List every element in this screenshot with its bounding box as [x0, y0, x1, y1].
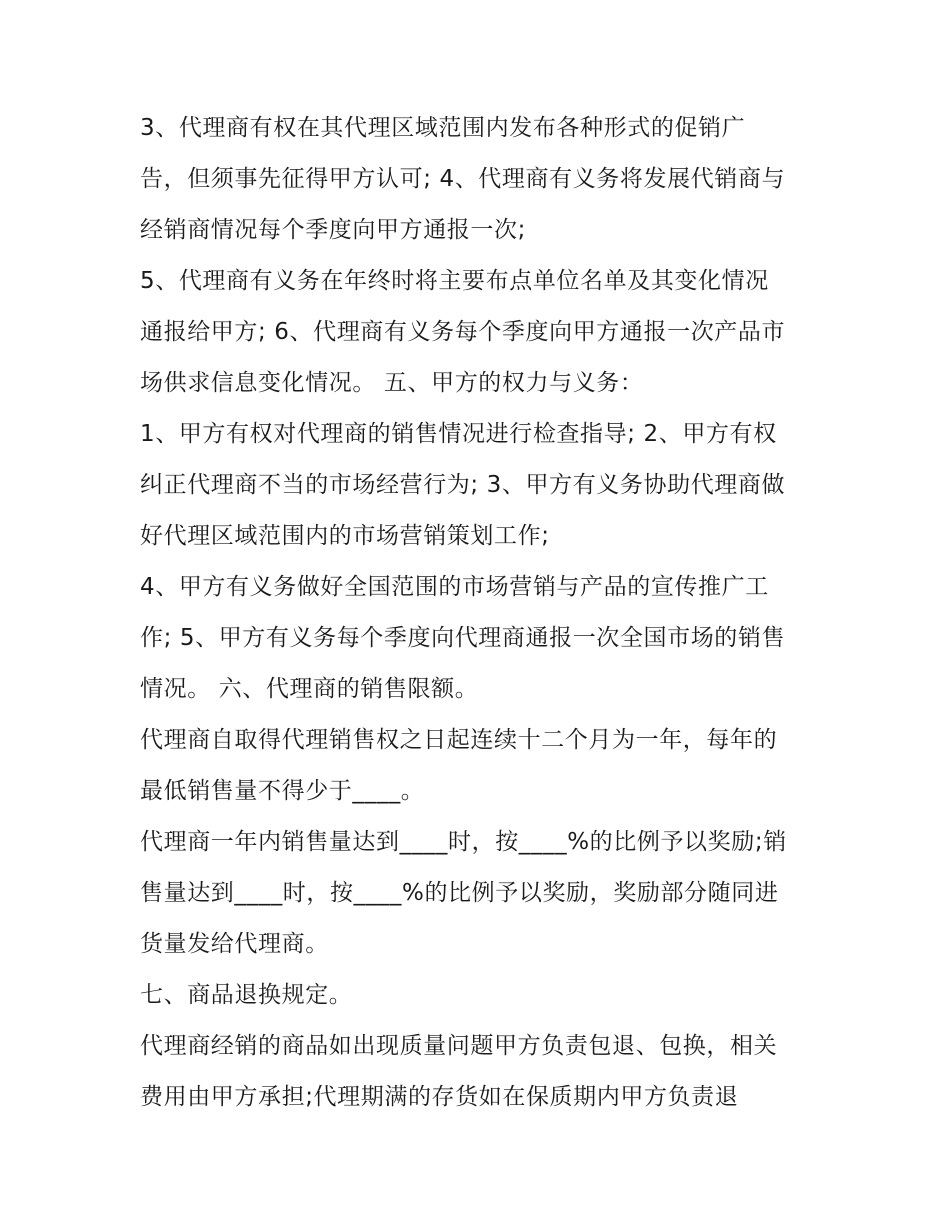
text-line-7: 1、甲方有权对代理商的销售情况进行检查指导; 2、甲方有权 [140, 421, 777, 447]
text-line-17: 货量发给代理商。 [140, 931, 329, 957]
text-line-8: 纠正代理商不当的市场经营行为; 3、甲方有义务协助代理商做 [140, 472, 786, 498]
text-line-16: 售量达到____时，按____%的比例予以奖励，奖励部分随同进 [140, 880, 779, 906]
text-line-6: 场供求信息变化情况。 五、甲方的权力与义务： [140, 370, 644, 396]
text-line-10: 4、甲方有义务做好全国范围的市场营销与产品的宣传推广工 [140, 574, 769, 600]
text-line-1: 3、代理商有权在其代理区域范围内发布各种形式的促销广 [140, 115, 746, 141]
text-line-20: 费用由甲方承担;代理期满的存货如在保质期内甲方负责退 [140, 1084, 739, 1110]
text-line-12: 情况。 六、代理商的销售限额。 [140, 676, 479, 702]
text-line-13: 代理商自取得代理销售权之日起连续十二个月为一年，每年的 [140, 727, 778, 753]
text-line-2: 告，但须事先征得甲方认可; 4、代理商有义务将发展代销商与 [140, 166, 786, 192]
text-line-19: 代理商经销的商品如出现质量问题甲方负责包退、包换，相关 [140, 1033, 778, 1059]
text-line-9: 好代理区域范围内的市场营销策划工作; [140, 523, 550, 549]
text-line-18: 七、商品退换规定。 [140, 982, 353, 1008]
text-line-5: 通报给甲方; 6、代理商有义务每个季度向甲方通报一次产品市 [140, 319, 786, 345]
text-line-3: 经销商情况每个季度向甲方通报一次; [140, 217, 526, 243]
text-line-14: 最低销售量不得少于____。 [140, 778, 425, 804]
text-line-15: 代理商一年内销售量达到____时，按____%的比例予以奖励;销 [140, 829, 787, 855]
document-body [140, 103, 815, 1123]
text-line-11: 作; 5、甲方有义务每个季度向代理商通报一次全国市场的销售 [140, 625, 786, 651]
text-line-4: 5、代理商有义务在年终时将主要布点单位名单及其变化情况 [140, 268, 769, 294]
